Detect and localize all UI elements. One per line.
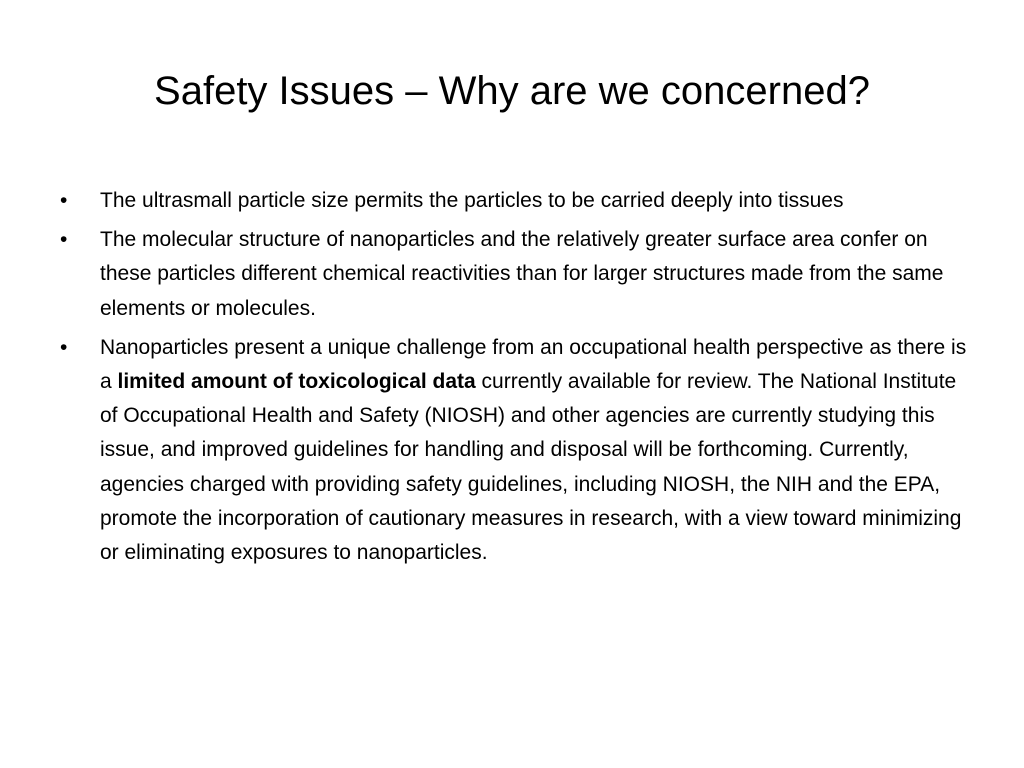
bullet-item-molecular-structure bbox=[58, 223, 970, 326]
bullet-bold-text: limited amount of toxicological data bbox=[117, 370, 476, 394]
bullet-item-occupational-health bbox=[58, 331, 970, 570]
bullet-text: The ultrasmall particle size permits the particles to be carried deeply into tissues bbox=[100, 189, 844, 212]
bullet-text-after-bold: currently available for review. The National Institute of Occupational Health and Safety (NIOSH) and other agencies are currently studying this issue, and improved guidelines for handling and disposal will be forthcoming. Currently, agencies charged with providing safety guidelines, including NIOSH, the NIH and the EPA, promote the incorporation of cautionary measures in research, with a view toward minimizing or eliminating exposures to nanoparticles. bbox=[100, 370, 962, 565]
bullet-icon: • bbox=[60, 189, 68, 212]
bullet-item-particle-size bbox=[58, 184, 970, 218]
bullet-list bbox=[58, 184, 970, 575]
bullet-text: The molecular structure of nanoparticles and the relatively greater surface area confer on these particles different chemical reactivities than for larger structures made from the same elements or molecules. bbox=[100, 228, 944, 320]
bullet-text-before-bold: Nanoparticles present a unique challenge from an occupational health perspective as there is a bbox=[100, 335, 967, 394]
bullet-icon: • bbox=[60, 335, 68, 359]
slide-title: Safety Issues – Why are we concerned? bbox=[154, 69, 870, 113]
bullet-icon: • bbox=[60, 228, 68, 252]
